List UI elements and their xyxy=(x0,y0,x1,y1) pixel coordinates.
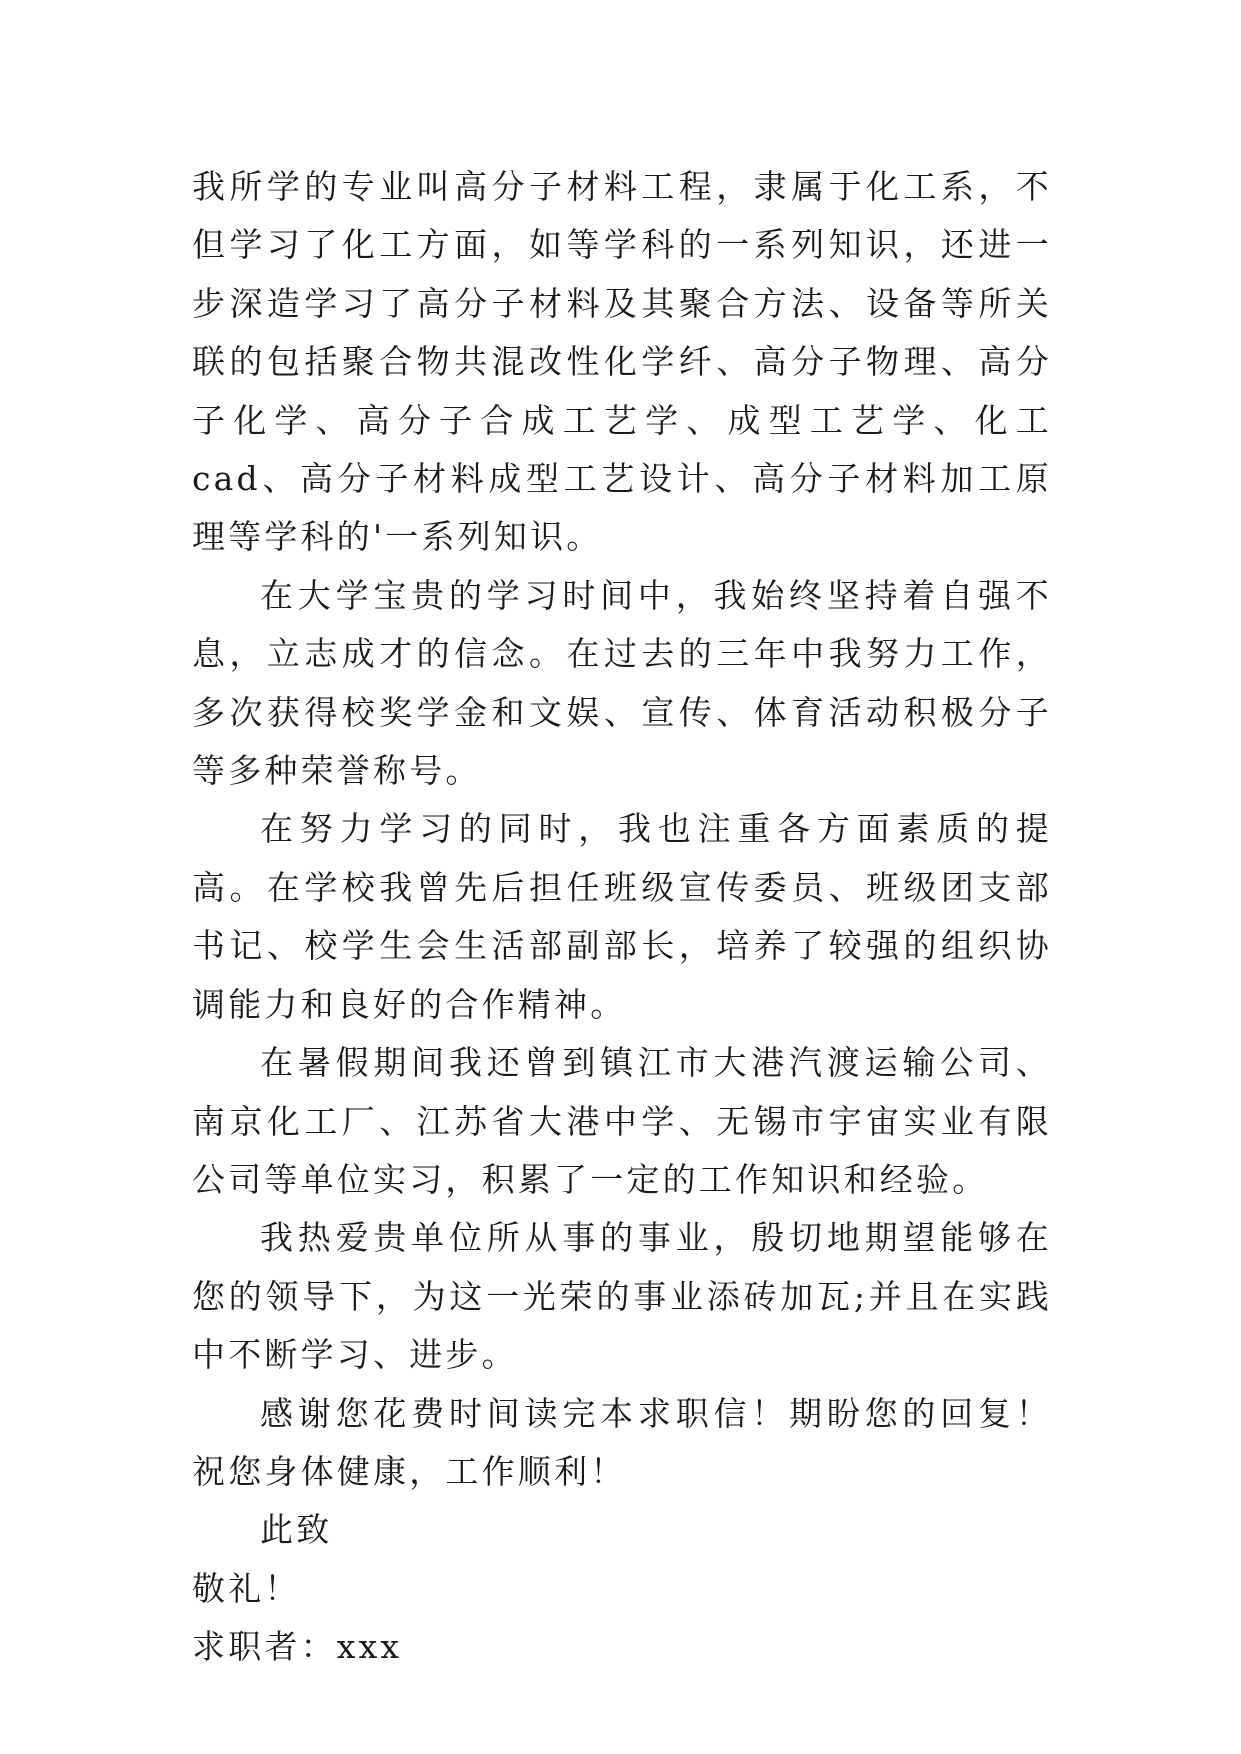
paragraph-major: 我所学的专业叫高分子材料工程，隶属于化工系，不但学习了化工方面，如等学科的一系列知识，还进一步深造学习了高分子材料及其聚合方法、设备等所关联的包括聚合物共混改性化学纤、高分子物理、高分子化学、高分子合成工艺学、成型工艺学、化工 cad、高分子材料成型工艺设计、高分子材料加工原理等学科的'一系列知识。 xyxy=(192,167,1052,557)
closing-regards: 敬礼！ xyxy=(192,1568,301,1608)
letter-body xyxy=(192,158,1052,1677)
signature: 求职者：xxx xyxy=(192,1627,403,1667)
closing-salutation: 此致 xyxy=(260,1510,333,1550)
paragraph-internship: 在暑假期间我还曾到镇江市大港汽渡运输公司、南京化工厂、江苏省大港中学、无锡市宇宙实业有限公司等单位实习，积累了一定的工作知识和经验。 xyxy=(192,1043,1052,1199)
paragraph-aspiration: 我热爱贵单位所从事的事业，殷切地期望能够在您的领导下，为这一光荣的事业添砖加瓦;并且在实践中不断学习、进步。 xyxy=(192,1218,1052,1375)
paragraph-study: 在大学宝贵的学习时间中，我始终坚持着自强不息，立志成才的信念。在过去的三年中我努力工作，多次获得校奖学金和文娱、宣传、体育活动积极分子等多种荣誉称号。 xyxy=(192,575,1052,791)
paragraph-thanks: 感谢您花费时间读完本求职信！期盼您的回复！祝您身体健康，工作顺利！ xyxy=(192,1393,1052,1491)
paragraph-qualities: 在努力学习的同时，我也注重各方面素质的提高。在学校我曾先后担任班级宣传委员、班级团支部书记、校学生会生活部副部长，培养了较强的组织协调能力和良好的合作精神。 xyxy=(192,809,1052,1024)
